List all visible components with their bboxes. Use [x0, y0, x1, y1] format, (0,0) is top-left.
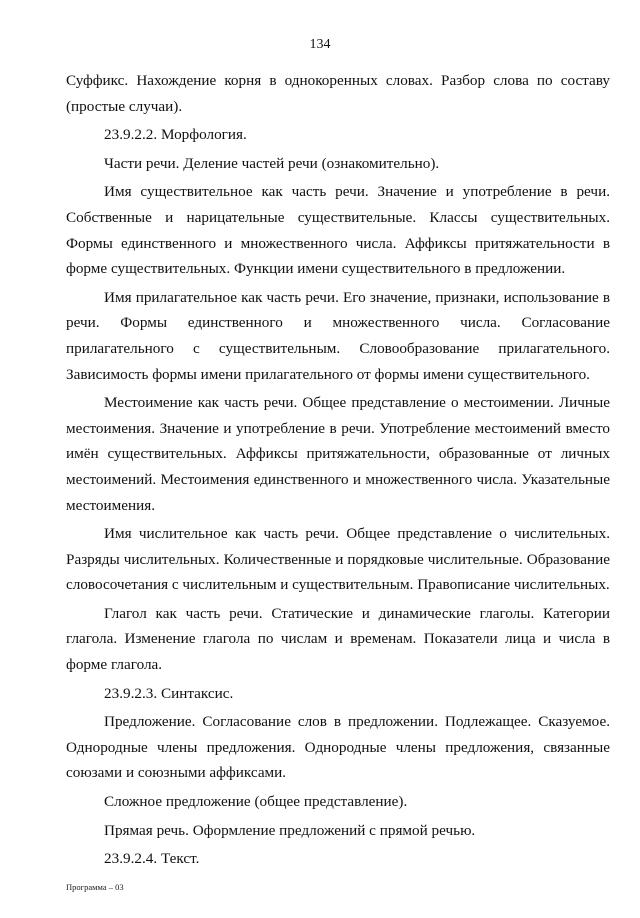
page-number: 134: [309, 37, 331, 52]
paragraph-complex-sentence: Сложное предложение (общее представление).: [104, 793, 408, 811]
section-heading-syntax: 23.9.2.3. Синтаксис.: [104, 684, 234, 702]
paragraph-verb: Глагол как часть речи. Статические и динамические глаголы. Категории глагола. Изменение глагола по числам и временам. Показатели лица и числа в форме глагола.: [66, 604, 610, 674]
paragraph-sentence: Предложение. Согласование слов в предложении. Подлежащее. Сказуемое. Однородные члены предложения. Однородные члены предложения, связанные союзами и союзными аффиксами.: [66, 713, 610, 782]
document-body: [66, 68, 610, 875]
paragraph-parts-of-speech: Части речи. Деление частей речи (ознакомительно).: [104, 154, 440, 172]
paragraph-direct-speech: Прямая речь. Оформление предложений с прямой речью.: [104, 821, 476, 839]
section-heading-morphology: 23.9.2.2. Морфология.: [104, 126, 247, 144]
section-heading-text: 23.9.2.4. Текст.: [104, 850, 200, 868]
paragraph-numeral: Имя числительное как часть речи. Общее представление о числительных. Разряды числительных. Количественные и порядковые числительные. Образование словосочетания с числительным и существительным. Правописание числительных.: [66, 525, 610, 594]
paragraph-noun: Имя существительное как часть речи. Значение и употребление в речи. Собственные и нарицательные существительные. Классы существительных. Формы единственного и множественного числа. Аффиксы притяжательности в форме существительных. Функции имени существительного в предложении.: [66, 183, 610, 278]
page-footer: Программа – 03: [66, 882, 124, 892]
paragraph-pronoun: Местоимение как часть речи. Общее представление о местоимении. Личные местоимения. Значение и употребление в речи. Употребление местоимений вместо имён существительных. Аффиксы притяжательности, образованные от личных местоимений. Местоимения единственного и множественного числа. Указательные местоимения.: [66, 394, 610, 514]
paragraph-suffix-root: Суффикс. Нахождение корня в однокоренных словах. Разбор слова по составу (простые случаи).: [66, 72, 610, 115]
paragraph-adjective: Имя прилагательное как часть речи. Его значение, признаки, использование в речи. Формы единственного и множественного числа. Согласование прилагательного с существительным. Словообразование прилагательного. Зависимость формы имени прилагательного от формы имени существительного.: [66, 288, 610, 383]
